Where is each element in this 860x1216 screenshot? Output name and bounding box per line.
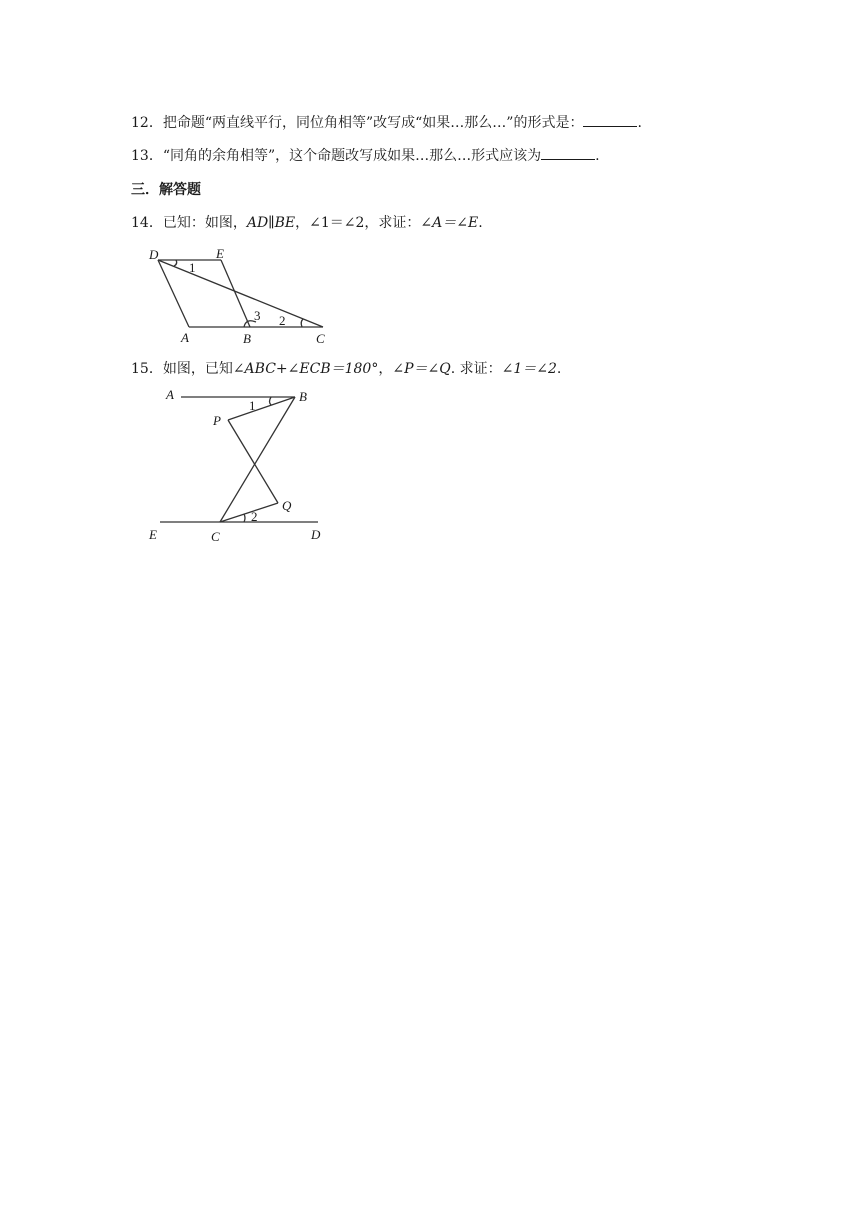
question-text: 把命题“两直线平行，同位角相等”改写成“如果…那么…”的形式是： (162, 115, 584, 131)
given-condition-2: ∠P＝∠Q (392, 361, 451, 377)
angle-label-2: 2 (251, 509, 258, 524)
label-D: D (311, 527, 321, 542)
label-E: E (216, 246, 224, 261)
question-number: 14． (131, 215, 163, 231)
question-text: 如图，已知 (162, 361, 233, 377)
label-B: B (243, 331, 251, 346)
segment-QC (220, 503, 278, 522)
angle-label-1: 1 (249, 398, 256, 413)
prove-statement: ∠1＝∠2 (501, 361, 557, 377)
label-D: D (149, 247, 159, 262)
segment-PQ (228, 420, 278, 503)
angle-label-2: 2 (279, 313, 286, 328)
question-text: . 求证： (450, 361, 502, 377)
label-P: P (213, 413, 221, 428)
question-number: 12． (131, 115, 163, 131)
period: . (478, 215, 483, 231)
period: . (595, 148, 600, 164)
question-number: 15． (131, 361, 163, 377)
prove-statement: ∠A＝∠E (420, 215, 479, 231)
question-number: 13． (131, 148, 163, 164)
angle-2-arc (244, 514, 245, 522)
label-Q: Q (282, 498, 292, 513)
segment-BP (228, 397, 295, 420)
question-text: 已知：如图， (162, 215, 247, 231)
label-A: A (181, 330, 189, 345)
question-text: ，∠1＝∠2，求证： (295, 215, 421, 231)
given-condition: AD∥BE (246, 215, 296, 231)
section-heading: 三．解答题 (131, 182, 201, 198)
label-E: E (149, 527, 157, 542)
label-C: C (316, 331, 325, 346)
given-condition: ∠ABC+∠ECB＝180° (232, 361, 379, 377)
period: . (637, 115, 642, 131)
label-A: A (166, 387, 174, 402)
question-text: “同角的余角相等”，这个命题改写成如果…那么…形式应该为 (162, 148, 542, 164)
label-B: B (299, 389, 307, 404)
angle-label-1: 1 (189, 260, 196, 275)
label-C: C (211, 529, 220, 544)
question-text: ， (378, 361, 393, 377)
period: . (556, 361, 562, 377)
angle-1-arc (270, 397, 272, 405)
angle-label-3: 3 (254, 308, 261, 323)
